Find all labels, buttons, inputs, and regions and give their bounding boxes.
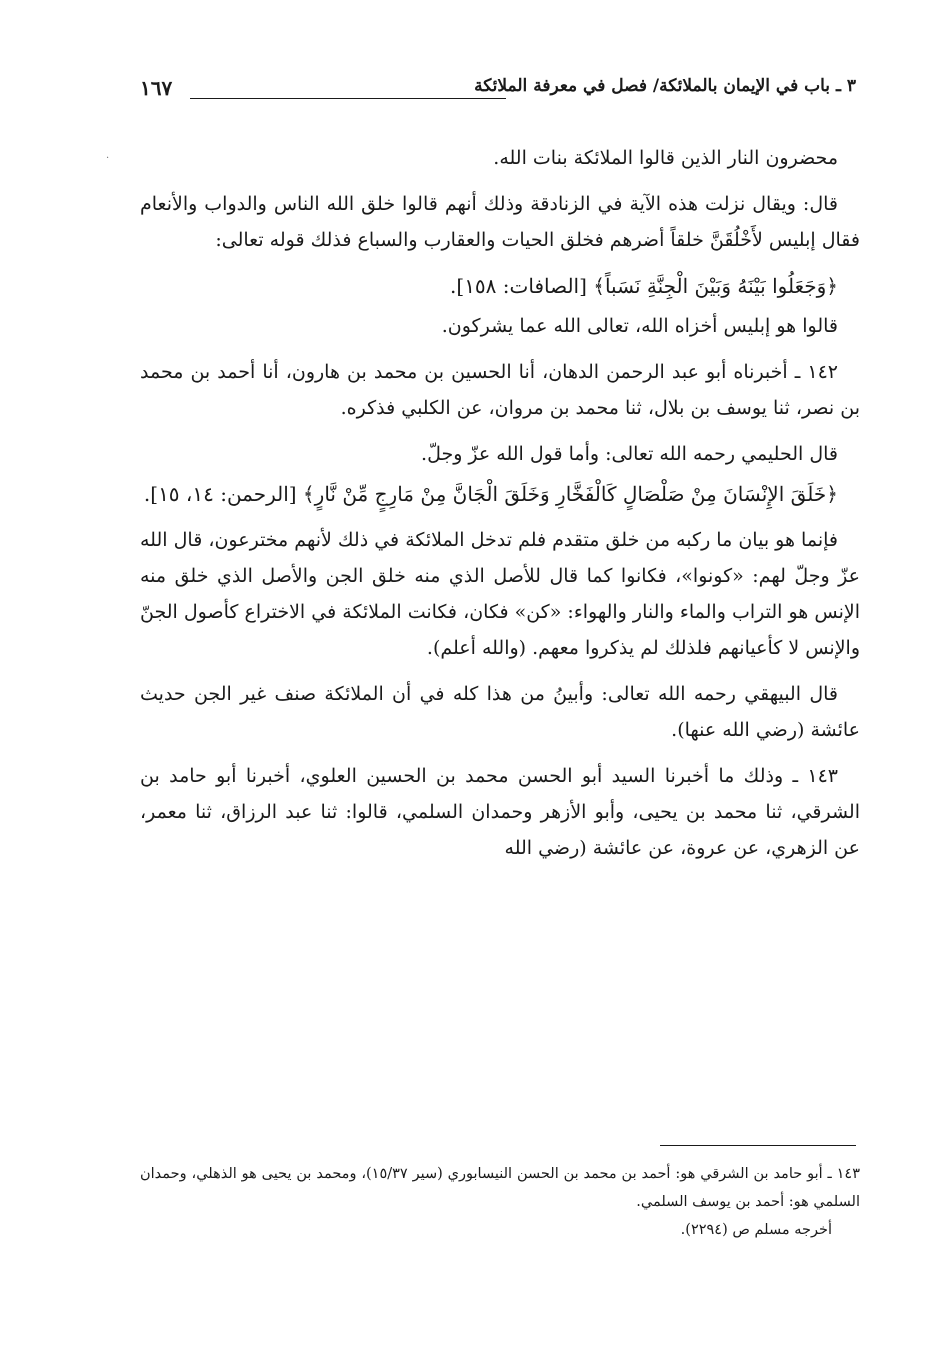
running-head: ٣ ـ باب في الإيمان بالملائكة/ فصل في معرفة الملائكة — [474, 76, 856, 96]
main-text — [140, 140, 860, 876]
footnote: أخرجه مسلم ص (٢٢٩٤). — [680, 1222, 832, 1238]
footnote-rule — [660, 1145, 856, 1146]
quran-verse: ﴿خَلَقَ الإِنْسَانَ مِنْ صَلْصَالٍ كَالْفَخَّارِ وَخَلَقَ الْجَانَّ مِنْ مَارِجٍ مِّنْ نَّارٍ﴾ [الرحمن: ١٤، ١٥]. — [143, 482, 838, 506]
margin-mark: · — [106, 153, 110, 164]
header-rule — [190, 98, 506, 99]
footnote: ١٤٣ ـ أبو حامد بن الشرقي هو: أحمد بن محمد بن الحسن النيسابوري (سير ١٥/٣٧)، ومحمد بن يحيى هو الذهلي، وحمدان السلمي هو: أحمد بن يوسف السلمي. — [140, 1166, 860, 1210]
paragraph: قال البيهقي رحمه الله تعالى: وأبينُ من هذا كله في أن الملائكة صنف غير الجن حديث عائشة (رضي الله عنها). — [140, 683, 860, 741]
paragraph: فإنما هو بيان ما ركبه من خلق متقدم فلم تدخل الملائكة في ذلك لأنهم مخترعون، قال الله عزّ وجلّ لهم: «كونوا»، فكانوا كما قال للأصل الذي منه خلق الجن والأصل الذي خلق منه الإنس هو التراب والماء والنار والهواء: «كن» فكان، فكانت الملائكة في الاختراع كأصول الجنّ والإنس لا كأعيانهم فلذلك لم يذكروا معهم. (والله أعلم). — [140, 529, 860, 659]
paragraph: قالوا هو إبليس أخزاه الله، تعالى الله عما يشركون. — [441, 315, 838, 337]
paragraph: محضرون النار الذين قالوا الملائكة بنات الله. — [493, 147, 838, 169]
quran-verse: ﴿وَجَعَلُوا بَيْنَهُ وَبَيْنَ الْجِنَّةِ نَسَباً﴾ [الصافات: ١٥٨]. — [450, 274, 838, 298]
hadith-chain: ١٤٢ ـ أخبرناه أبو عبد الرحمن الدهان، أنا الحسين بن محمد بن هارون، أنا أحمد بن محمد بن نصر، ثنا يوسف بن بلال، ثنا محمد بن مروان، عن الكلبي فذكره. — [140, 361, 860, 419]
page-header — [140, 76, 856, 110]
hadith-chain: ١٤٣ ـ وذلك ما أخبرنا السيد أبو الحسن محمد بن الحسين العلوي، أخبرنا أبو حامد بن الشرقي، ثنا محمد بن يحيى، وأبو الأزهر وحمدان السلمي، قالوا: ثنا عبد الرزاق، ثنا معمر، عن الزهري، عن عروة، عن عائشة (رضي الله — [140, 765, 860, 859]
page-number: ١٦٧ — [140, 76, 173, 100]
paragraph: قال الحليمي رحمه الله تعالى: وأما قول الله عزّ وجلّ. — [421, 443, 838, 465]
paragraph: قال: ويقال نزلت هذه الآية في الزنادقة وذلك أنهم قالوا خلق الله الناس والدواب والأنعام فقال إبليس لأَخْلُقَنَّ خلقاً أضرهم فخلق الحيات والعقارب والسباع فذلك قوله تعالى: — [140, 193, 860, 251]
footnotes — [140, 1160, 860, 1244]
